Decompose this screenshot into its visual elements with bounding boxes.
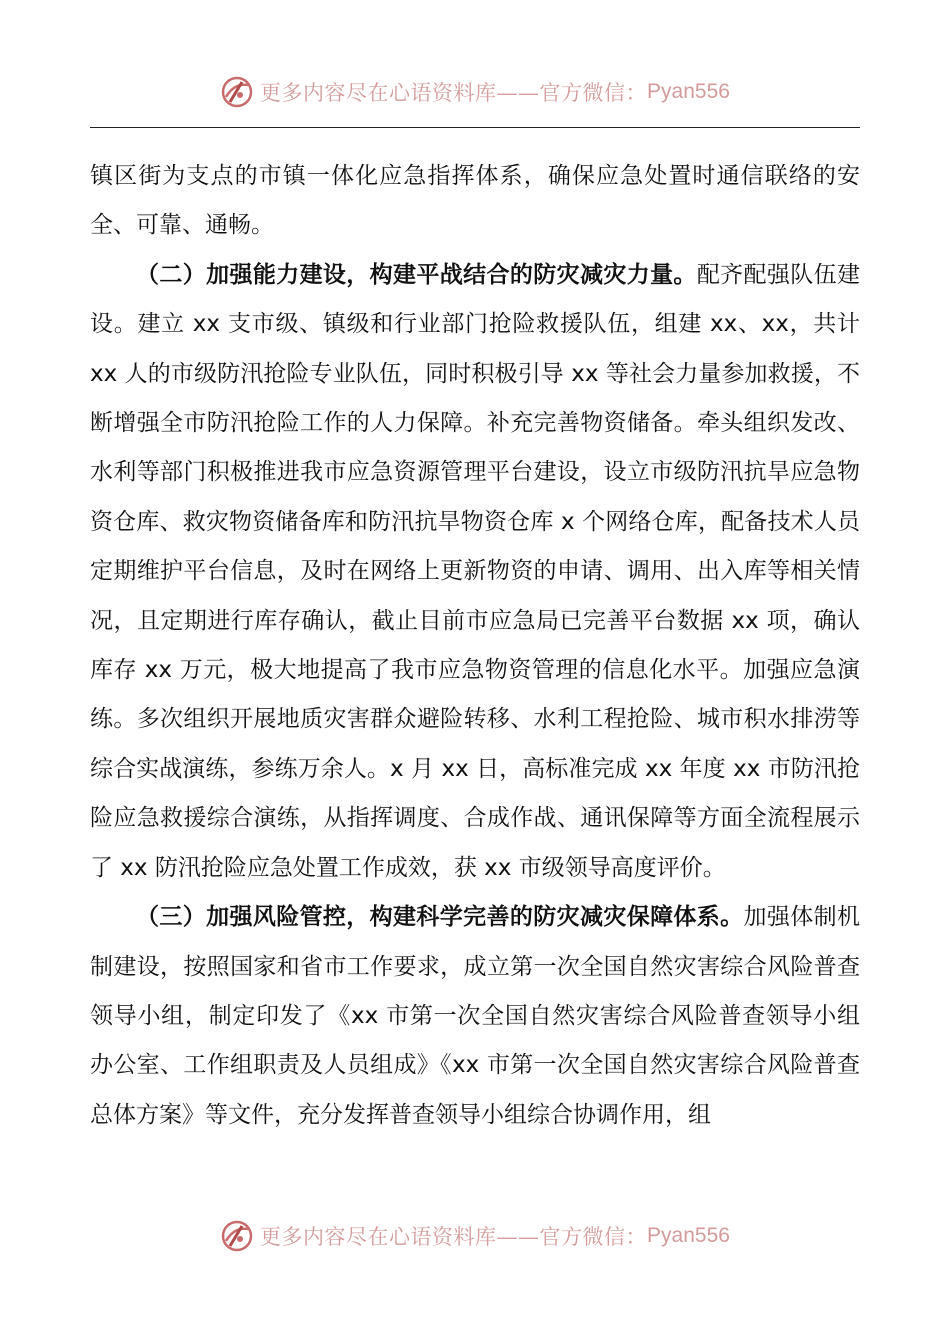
header-divider bbox=[90, 127, 860, 128]
watermark-text: 更多内容尽在心语资料库——官方微信： bbox=[260, 1225, 648, 1249]
watermark-logo-icon bbox=[220, 75, 254, 109]
watermark-wechat-id: Pyan556 bbox=[647, 80, 730, 103]
watermark bbox=[220, 75, 730, 109]
header-watermark bbox=[0, 70, 950, 114]
watermark bbox=[220, 1219, 730, 1253]
paragraph-1 bbox=[90, 152, 860, 251]
watermark-logo-icon bbox=[220, 1219, 254, 1253]
paragraph-2-heading: （二）加强能力建设，构建平战结合的防灾减灾力量。 bbox=[136, 261, 697, 288]
watermark-wechat-id: Pyan556 bbox=[647, 1224, 730, 1247]
document-body bbox=[90, 152, 860, 1140]
paragraph-3 bbox=[90, 893, 860, 1140]
watermark-text: 更多内容尽在心语资料库——官方微信： bbox=[260, 81, 648, 105]
paragraph-3-heading: （三）加强风险管控，构建科学完善的防灾减灾保障体系。 bbox=[136, 904, 744, 931]
paragraph-2 bbox=[90, 251, 860, 893]
paragraph-3-body: 加强体制机制建设，按照国家和省市工作要求，成立第一次全国自然灾害综合风险普查领导小组，制定印发了《xx 市第一次全国自然灾害综合风险普查领导小组办公室、工作组职责及人员组成》《xx 市第一次全国自然灾害综合风险普查总体方案》等文件，充分发挥普查领导小组综合协调作用，组 bbox=[90, 904, 861, 1128]
paragraph-1-body: 镇区街为支点的市镇一体化应急指挥体系，确保应急处置时通信联络的安全、可靠、通畅。 bbox=[90, 163, 860, 239]
paragraph-2-body: 配齐配强队伍建设。建立 xx 支市级、镇级和行业部门抢险救援队伍，组建 xx、xx，共计 xx 人的市级防汛抢险专业队伍，同时积极引导 xx 等社会力量参加救援，不断增强全市防汛抢险工作的人力保障。补充完善物资储备。牵头组织发改、水利等部门积极推进我市应急资源管理平台建设，设立市级防汛抗旱应急物资仓库、救灾物资储备库和防汛抗旱物资仓库 x 个网络仓库，配备技术人员定期维护平台信息，及时在网络上更新物资的申请、调用、出入库等相关情况，且定期进行库存确认，截止目前市应急局已完善平台数据 xx 项，确认库存 xx 万元，极大地提高了我市应急物资管理的信息化水平。加强应急演练。多次组织开展地质灾害群众避险转移、水利工程抢险、城市积水排涝等综合实战演练，参练万余人。x 月 xx 日，高标准完成 xx 年度 xx 市防汛抢险应急救援综合演练，从指挥调度、合成作战、通讯保障等方面全流程展示了 xx 防汛抢险应急处置工作成效，获 xx 市级领导高度评价。 bbox=[90, 261, 861, 881]
footer-watermark bbox=[0, 1214, 950, 1258]
